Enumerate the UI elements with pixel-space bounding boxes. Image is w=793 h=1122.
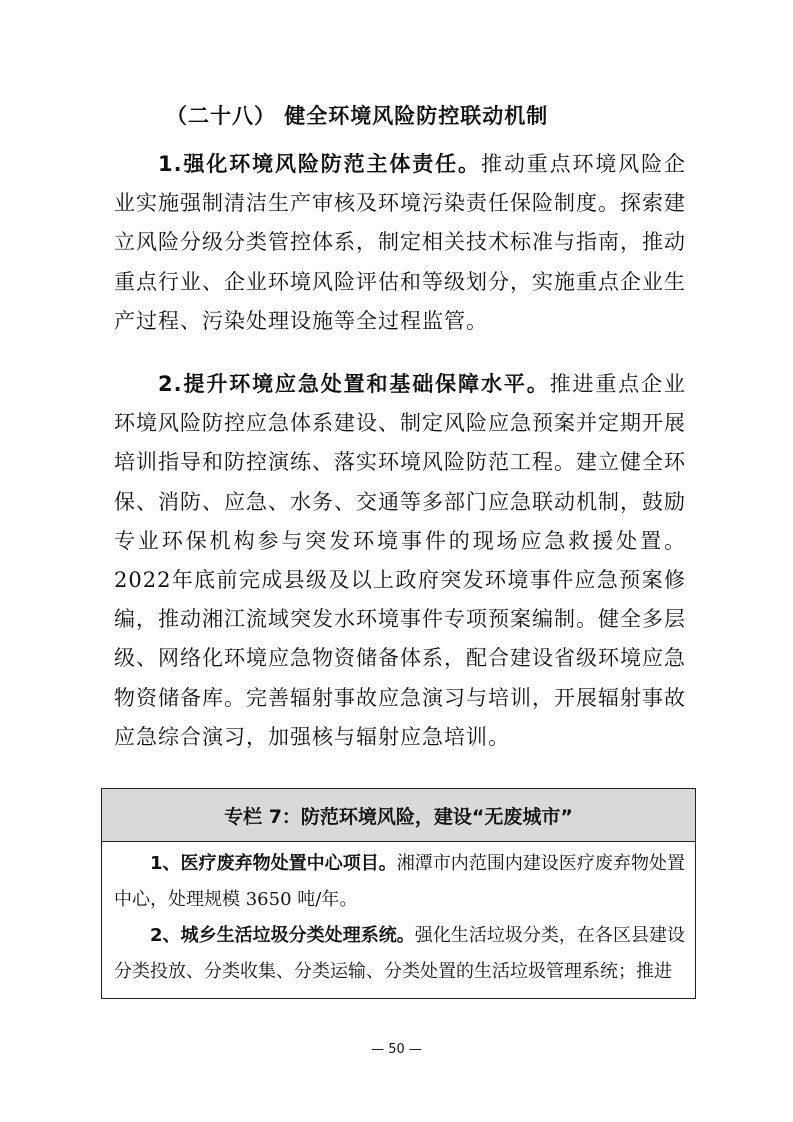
box-item-1-text: 湘潭市内范围内建设医疗废弃物处置中心，处理规模 3650 吨/年。	[114, 853, 685, 910]
box-item-2	[102, 918, 695, 990]
box-item-2-lead: 2、城乡生活垃圾分类处理系统。	[150, 925, 415, 946]
paragraph-2-text: 推进重点企业环境风险防控应急体系建设、制定风险应急预案并定期开展培训指导和防控演练、落实环境风险防范工程。建立健全环保、消防、应急、水务、交通等多部门应急联动机制，鼓励专业环保机构参与突发环境事件的现场应急救援处置。2022年底前完成县级及以上政府突发环境事件应急预案修编，推动湘江流域突发水环境事件专项预案编制。健全多层级、网络化环境应急物资储备体系，配合建设省级环境应急物资储备库。完善辐射事故应急演习与培训，开展辐射事故应急综合演习，加强核与辐射应急培训。	[114, 372, 687, 749]
page-number: — 50 —	[371, 1042, 422, 1057]
box-item-2-text: 强化生活垃圾分类，在各区县建设分类投放、分类收集、分类运输、分类处置的生活垃圾管理系统；推进	[114, 925, 685, 982]
paragraph-1-text: 推动重点环境风险企业实施强制清洁生产审核及环境污染责任保险制度。探索建立风险分级分类管控体系，制定相关技术标准与指南，推动重点行业、企业环境风险评估和等级划分，实施重点企业生产过程、污染处理设施等全过程监管。	[114, 152, 686, 333]
box-title: 专栏 7：防范环境风险，建设“无废城市”	[102, 789, 695, 842]
paragraph-1	[114, 145, 686, 341]
paragraph-2-lead: 2.提升环境应急处置和基础保障水平。	[158, 372, 550, 396]
paragraph-2	[114, 365, 686, 757]
special-column-box	[101, 788, 696, 999]
box-item-1-lead: 1、医疗废弃物处置中心项目。	[150, 853, 397, 874]
paragraph-1-lead: 1.强化环境风险防范主体责任。	[158, 152, 481, 176]
box-item-1	[102, 846, 695, 918]
section-heading: （二十八） 健全环境风险防控联动机制	[166, 104, 549, 128]
